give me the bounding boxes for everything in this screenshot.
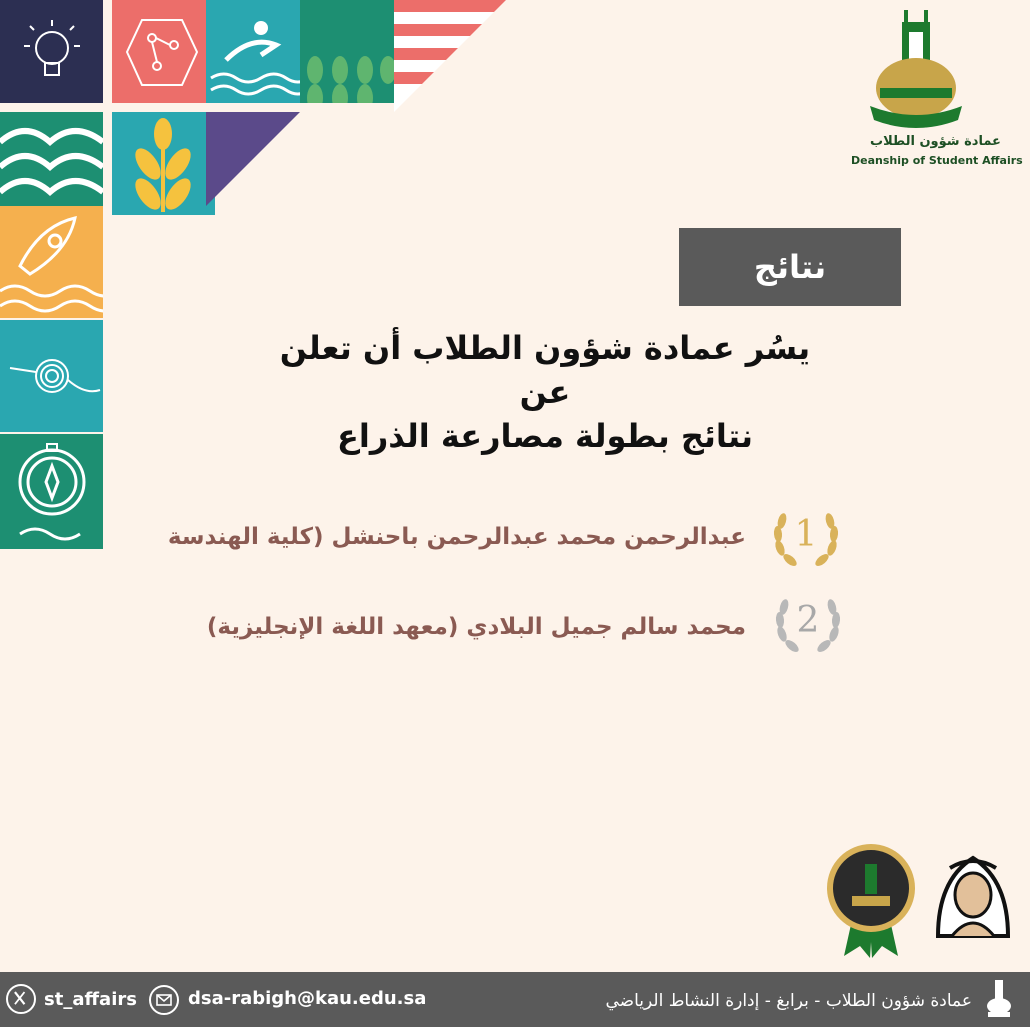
- rank-1-number: 1: [794, 514, 818, 555]
- announcement-line-1: يسُر عمادة شؤون الطلاب أن تعلن عن: [279, 329, 811, 411]
- envelope-icon[interactable]: [149, 985, 179, 1015]
- activity-seal-icon: [822, 842, 920, 960]
- x-logo-icon[interactable]: [6, 984, 36, 1014]
- tile-compass: [0, 434, 103, 549]
- university-crest-icon: [862, 8, 970, 143]
- twitter-handle[interactable]: st_affairs: [44, 989, 137, 1010]
- lightbulb-icon: [0, 0, 103, 103]
- announcement-line-2: نتائج بطولة مصارعة الذراع: [336, 417, 754, 455]
- silver-laurel-icon: [772, 594, 844, 656]
- swimmer-icon: [206, 0, 309, 103]
- rank-2-number: 2: [796, 600, 820, 641]
- results-badge: [679, 228, 901, 306]
- footer-org-text: عمادة شؤون الطلاب - برابغ - إدارة النشاط الرياضي: [605, 991, 972, 1011]
- tile-swimmer: [206, 0, 309, 103]
- footer-bar: [0, 972, 1030, 1027]
- waves-icon: [0, 112, 103, 215]
- network-icon: [112, 0, 215, 103]
- logo-english-label: Deanship of Student Affairs: [851, 154, 1023, 167]
- person-avatar-icon: [930, 850, 1016, 940]
- gold-laurel-icon: [770, 508, 842, 570]
- spiral-icon: [0, 320, 103, 432]
- footer-crest-icon: [984, 978, 1014, 1020]
- tile-rocket: [0, 206, 103, 318]
- tile-waves: [0, 112, 103, 215]
- compass-icon: [0, 434, 103, 549]
- announcement: [260, 326, 830, 458]
- winner-2-name: محمد سالم جميل البلادي (معهد اللغة الإنجليزية): [206, 614, 746, 640]
- tile-plants: [300, 0, 394, 103]
- tile-network: [112, 0, 215, 103]
- tile-leaf: [112, 112, 215, 215]
- contact-email[interactable]: dsa-rabigh@kau.edu.sa: [188, 988, 427, 1009]
- plants-icon: [300, 0, 394, 103]
- stripe-decoration: [394, 0, 506, 112]
- logo-arabic-label: عمادة شؤون الطلاب: [870, 134, 1001, 149]
- results-title: نتائج: [753, 248, 827, 286]
- tile-lightbulb: [0, 0, 103, 103]
- triangle-decoration: [206, 112, 300, 206]
- university-logo: [862, 8, 970, 143]
- tile-spiral: [0, 320, 103, 432]
- rocket-icon: [0, 206, 103, 318]
- leaf-icon: [112, 112, 215, 215]
- winner-1-name: عبدالرحمن محمد عبدالرحمن باحنشل (كلية الهندسة: [167, 524, 746, 550]
